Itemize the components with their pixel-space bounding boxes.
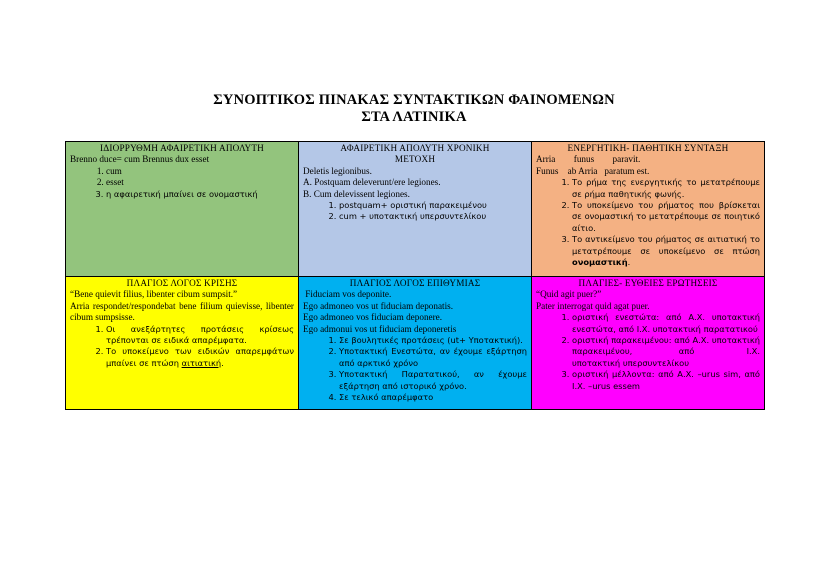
page-title-line-1: ΣΥΝΟΠΤΙΚΟΣ ΠΙΝΑΚΑΣ ΣΥΝΤΑΚΤΙΚΩΝ ΦΑΙΝΟΜΕΝΩΝ: [213, 92, 615, 108]
list-item: 2. οριστική παρακειμένου: από Α.Χ. υποτακτική παρακειμένου, από Ι.Χ. υποτακτική υπερσυντελίκου: [572, 335, 760, 369]
list-item: 1. postquam+ οριστική παρακειμένου: [339, 200, 527, 211]
cell-indirect-speech-wish: [299, 277, 532, 410]
list-item: 1. Οι ανεξάρτητες προτάσεις κρίσεως τρέπονται σε ειδικά απαρέμφατα.: [106, 324, 294, 347]
table-row: [66, 277, 765, 410]
list-item: 2. cum + υποτακτική υπερσυντελίκου: [339, 211, 527, 222]
cell-indirect-direct-questions: [532, 277, 782, 410]
list-item: 1. οριστική ενεστώτα: από Α.Χ. υποτακτική ενεστώτα, από Ι.Χ. υποτακτική παρατατικού: [572, 312, 760, 335]
list-item: 2. Το υποκείμενο του ρήματος που βρίσκεται σε ονομαστική το μετατρέπουμε σε ποιητικό αίτιο.: [572, 200, 760, 234]
list-item: [106, 346, 294, 369]
cell-heading: ΠΛΑΓΙΕΣ- ΕΥΘΕΙΕΣ ΕΡΩΤΗΣΕΙΣ: [578, 278, 718, 288]
list-item: 1. Το ρήμα της ενεργητικής το μετατρέπουμε σε ρήμα παθητικής φωνής.: [572, 177, 760, 200]
cell-active-passive: [532, 142, 765, 277]
rule-list: [70, 166, 294, 200]
list-item: 4. Σε τελικό απαρέμφατο: [339, 392, 527, 403]
rule-list: [536, 177, 760, 268]
cell-heading: ΠΛΑΓΙΟΣ ΛΟΓΟΣ ΕΠΙΘΥΜΙΑΣ: [349, 278, 481, 288]
cell-heading: ΙΔΙΟΡΡΥΘΜΗ ΑΦΑΙΡΕΤΙΚΗ ΑΠΟΛΥΤΗ: [99, 143, 265, 153]
cell-heading-continued: ΜΕΤΟΧΗ: [394, 154, 436, 165]
list-item: 3. Υποτακτική Παρατατικού, αν έχουμε εξάρτηση από ιστορικό χρόνο.: [339, 369, 527, 392]
cell-heading: ΑΦΑΙΡΕΤΙΚΗ ΑΠΟΛΥΤΗ ΧΡΟΝΙΚΗ: [340, 143, 490, 153]
example-line: Arria funus paravit.: [536, 154, 641, 165]
list-item: 2. esset: [106, 177, 294, 188]
example-line: Ego admoneo vos ut fiduciam deponatis.: [303, 300, 454, 311]
example-line: Arria respondet/respondebat bene filium quievisse, libenter cibum sumpsisse.: [70, 300, 294, 323]
rule-list: [303, 335, 527, 403]
example-line: Ego admoneo vos fiduciam deponere.: [303, 312, 443, 323]
example-line: B. Cum delevissent legiones.: [303, 188, 410, 199]
list-item: 3. η αφαιρετική μπαίνει σε ονομαστική: [106, 189, 294, 200]
list-item: 2. Υποτακτική Ενεστώτα, αν έχουμε εξάρτηση από αρκτικό χρόνο: [339, 346, 527, 369]
list-item-text: Το αντικείμενο του ρήματος σε αιτιατική το μετατρέπουμε σε υποκείμενο σε πτώση: [572, 234, 760, 256]
cell-ablative-absolute-irregular: [66, 142, 299, 277]
example-line: Fiduciam vos deponite.: [303, 289, 392, 300]
list-item-text: Το υποκείμενο των ειδικών απαρεμφάτων μπαίνει σε πτώση: [106, 346, 294, 368]
synopsis-table: [65, 141, 782, 410]
example-line: “Bene quievit filius, libenter cibum sumpsit.”: [70, 289, 238, 300]
rule-list: [70, 324, 294, 370]
cell-indirect-speech-statement: [66, 277, 299, 410]
period: .: [221, 357, 224, 368]
page-title-line-2: ΣΤΑ ΛΑΤΙΝΙΚΑ: [361, 109, 467, 125]
list-item: [572, 234, 760, 268]
emphasis-text: ονομαστική: [572, 257, 628, 268]
list-item: 1. cum: [106, 166, 294, 177]
example-line: “Quid agit puer?”: [536, 289, 602, 300]
period: .: [627, 257, 631, 268]
underlined-text: αιτιατική: [181, 357, 222, 368]
example-line: A. Postquam deleverunt/ere legiones.: [303, 177, 441, 188]
rule-list: [536, 312, 782, 392]
cell-ablative-absolute-temporal: [299, 142, 532, 277]
list-item: 3. οριστική μέλλοντα: από Α.Χ. –urus sim, από Ι.Χ. –urus essem: [572, 369, 760, 392]
list-item: 1. Σε βουλητικές προτάσεις (ut+ Υποτακτική).: [339, 335, 527, 346]
table-row: [66, 142, 765, 277]
example-line: Deletis legionibus.: [303, 165, 372, 176]
cell-heading: ΠΛΑΓΙΟΣ ΛΟΓΟΣ ΚΡΙΣΗΣ: [126, 278, 238, 288]
example-line: Funus ab Arria paratum est.: [536, 165, 650, 176]
example-line: Pater interrogat quid agat puer.: [536, 300, 650, 311]
cell-heading: ΕΝΕΡΓΗΤΙΚΗ- ΠΑΘΗΤΙΚΗ ΣΥΝΤΑΞΗ: [567, 143, 729, 153]
example-line: Brenno duce= cum Brennus dux esset: [70, 154, 210, 165]
example-line: Ego admonui vos ut fiduciam deponeretis: [303, 323, 457, 334]
rule-list: [303, 200, 527, 223]
